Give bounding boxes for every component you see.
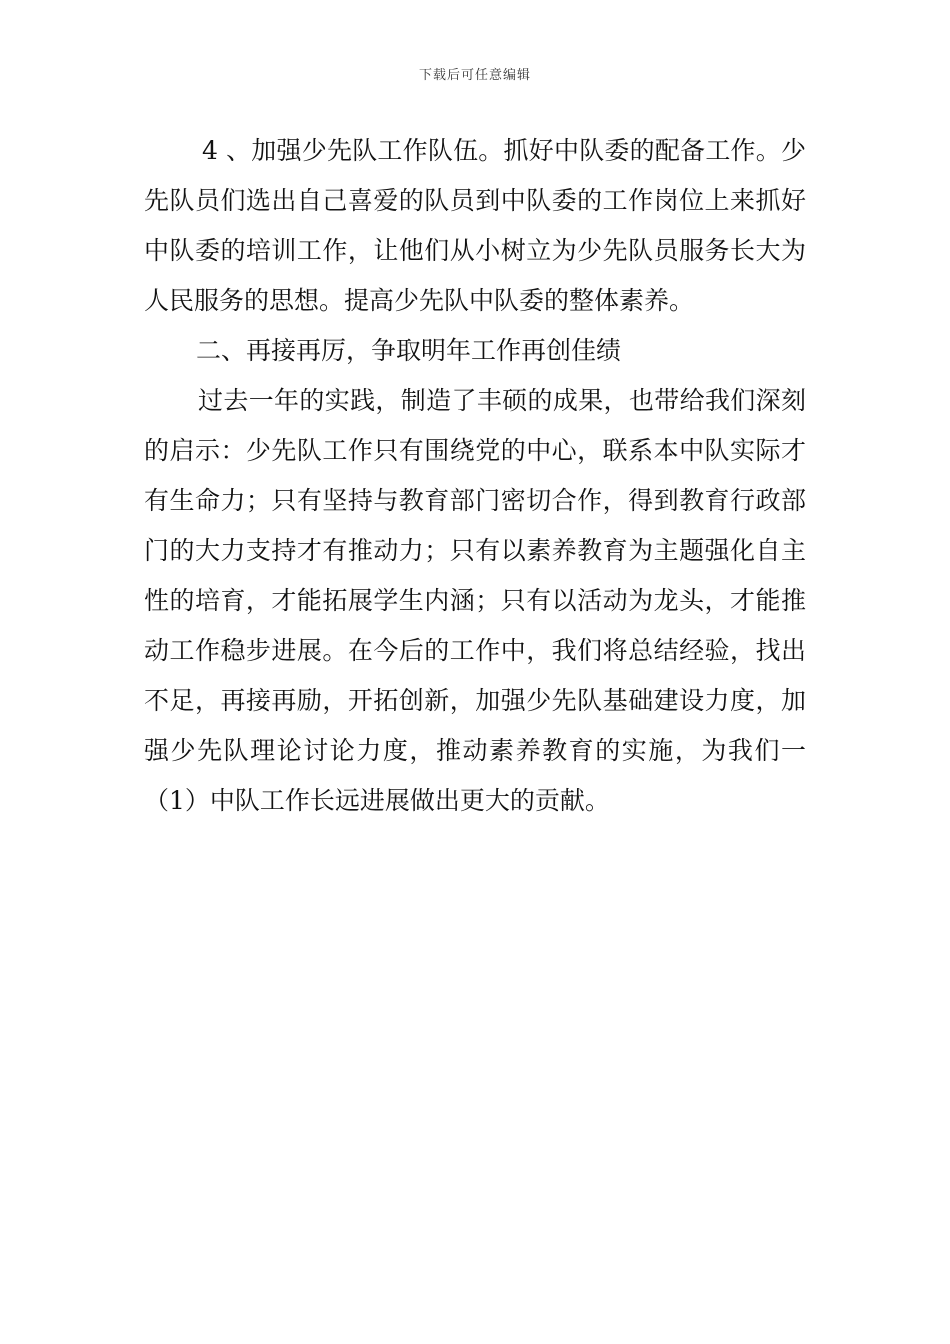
document-body — [144, 126, 806, 826]
paragraph-item-4: 4 、加强少先队工作队伍。抓好中队委的配备工作。少先队员们选出自己喜爱的队员到中队委的工作岗位上来抓好中队委的培训工作，让他们从小树立为少先队员服务长大为人民服务的思想。提高少先队中队委的整体素养。 — [144, 136, 806, 315]
paragraph-summary: 过去一年的实践，制造了丰硕的成果，也带给我们深刻的启示：少先队工作只有围绕党的中心，联系本中队实际才有生命力；只有坚持与教育部门密切合作，得到教育行政部门的大力支持才有推动力；只有以素养教育为主题强化自主性的培育，才能拓展学生内涵；只有以活动为龙头，才能推动工作稳步进展。在今后的工作中，我们将总结经验，找出不足，再接再励，开拓创新，加强少先队基础建设力度，加强少先队理论讨论力度，推动素养教育的实施，为我们一（1）中队工作长远进展做出更大的贡献。 — [144, 386, 806, 815]
section-heading-2: 二、再接再厉，争取明年工作再创佳绩 — [196, 336, 622, 365]
page-header: 下载后可任意编辑 — [418, 68, 531, 83]
